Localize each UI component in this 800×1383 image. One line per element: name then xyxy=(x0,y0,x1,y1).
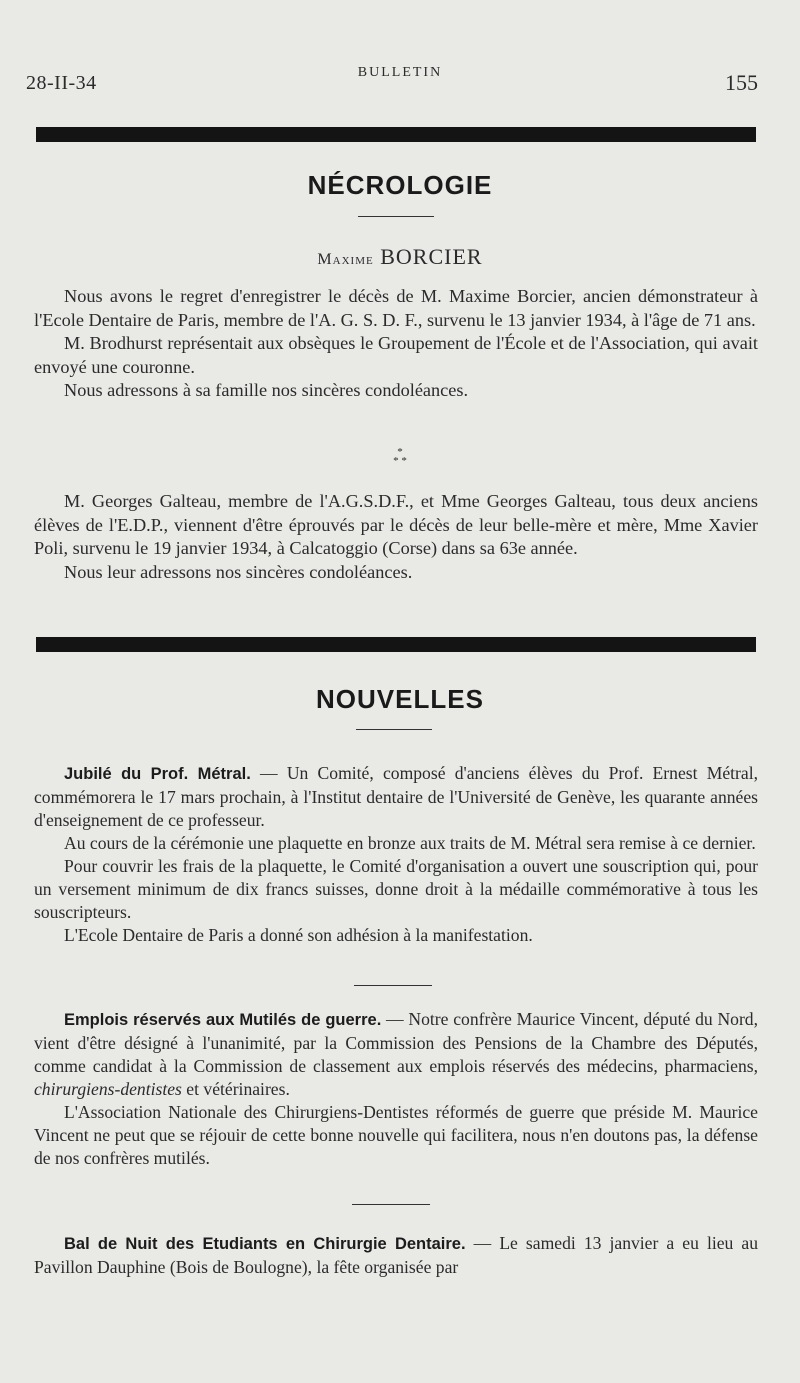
news-text: Notre confrère Maurice Vincent, député du Nord, vient d'être désigné à l'unanimité, par la Commission des Pensions de la Chambre des Députés, comme candidat à la Commission de classement aux emplois réservés des médecins, pharmaciens, xyxy=(34,1009,759,1076)
deceased-name xyxy=(0,244,800,270)
asterism-top: * xyxy=(397,446,403,458)
news-italic-text: chirurgiens-dentistes xyxy=(34,1079,182,1099)
news-heading: Bal de Nuit des Etudiants en Chirurgie Dentaire. xyxy=(64,1235,466,1253)
journal-title: BULLETIN xyxy=(357,65,443,80)
news-heading: Jubilé du Prof. Métral. xyxy=(64,765,251,783)
paragraph: M. Georges Galteau, membre de l'A.G.S.D.F., et Mme Georges Galteau, tous deux anciens élèves de l'E.D.P., viennent d'être éprouvés par le décès de leur belle-mère et mère, Mme Xavier Poli, survenu le 19 janvier 1934, à Calcatoggio (Corse) dans sa 63e année. xyxy=(34,491,758,558)
page-number: 155 xyxy=(725,70,758,95)
paragraph: Pour couvrir les frais de la plaquette, le Comité d'organisation a ouvert une souscription qui, pour un versement minimum de dix francs suisses, donne droit à la médaille commémorative à tous les souscripteurs. xyxy=(34,856,758,922)
paragraph: L'Ecole Dentaire de Paris a donné son adhésion à la manifestation. xyxy=(64,925,533,945)
news-dash: — xyxy=(250,763,287,783)
paragraph: Nous leur adressons nos sincères condoléances. xyxy=(64,561,413,582)
news-dash: — xyxy=(381,1009,409,1029)
paragraph: L'Association Nationale des Chirurgiens-Dentistes réformés de guerre que préside M. Maurice Vincent ne peut que se réjouir de cette bonne nouvelle qui facilitera, nous n'en doutons pas, la défense de nos confrères mutilés. xyxy=(34,1102,758,1168)
necrologie-borcier-text xyxy=(34,285,758,403)
news-heading: Emplois réservés aux Mutilés de guerre. xyxy=(64,1011,382,1029)
paragraph: Nous adressons à sa famille nos sincères condoléances. xyxy=(64,380,469,400)
news-text: Un Comité, composé d'anciens élèves du Prof. Ernest Métral, commémorera le 17 mars prochain, à l'Institut dentaire de l'Université de Genève, les quarante années d'enseignement de ce professeur. xyxy=(34,763,759,830)
section-rule-top xyxy=(36,127,756,142)
news-item-metral xyxy=(34,762,758,947)
necrologie-galteau-text xyxy=(34,490,758,584)
deceased-last-name: BORCIER xyxy=(380,244,483,269)
asterism-bottom: * * xyxy=(393,455,407,467)
title-underline xyxy=(358,216,434,217)
news-item-emplois xyxy=(34,1008,758,1170)
item-divider xyxy=(352,1204,430,1205)
item-divider xyxy=(354,985,432,986)
news-first-paragraph xyxy=(34,1008,758,1101)
news-item-bal xyxy=(34,1232,758,1279)
paragraph: M. Brodhurst représentait aux obsèques le Groupement de l'École et de l'Association, qui avait envoyé une couronne. xyxy=(34,333,758,377)
paragraph: Au cours de la cérémonie une plaquette en bronze aux traits de M. Métral sera remise à ce dernier. xyxy=(64,833,756,853)
news-first-paragraph xyxy=(34,1232,758,1279)
necrologie-title: NÉCROLOGIE xyxy=(307,170,493,200)
news-text: Le samedi 13 janvier a eu lieu au Pavillon Dauphine (Bois de Boulogne), la fête organisée par xyxy=(34,1233,759,1277)
news-dash: — xyxy=(465,1233,500,1253)
news-text: et vétérinaires. xyxy=(181,1079,290,1099)
issue-date: 28-II-34 xyxy=(26,72,97,94)
news-first-paragraph xyxy=(34,762,758,832)
asterism xyxy=(0,448,800,466)
title-underline xyxy=(356,729,432,730)
page-header xyxy=(0,62,800,95)
section-rule-middle xyxy=(36,637,756,652)
deceased-first-name: Maxime xyxy=(317,251,374,268)
nouvelles-title: NOUVELLES xyxy=(316,684,484,714)
paragraph: Nous avons le regret d'enregistrer le décès de M. Maxime Borcier, ancien démonstrateur à l'Ecole Dentaire de Paris, membre de l'A. G. S. D. F., survenu le 13 janvier 1934, à l'âge de 71 ans. xyxy=(34,286,758,330)
